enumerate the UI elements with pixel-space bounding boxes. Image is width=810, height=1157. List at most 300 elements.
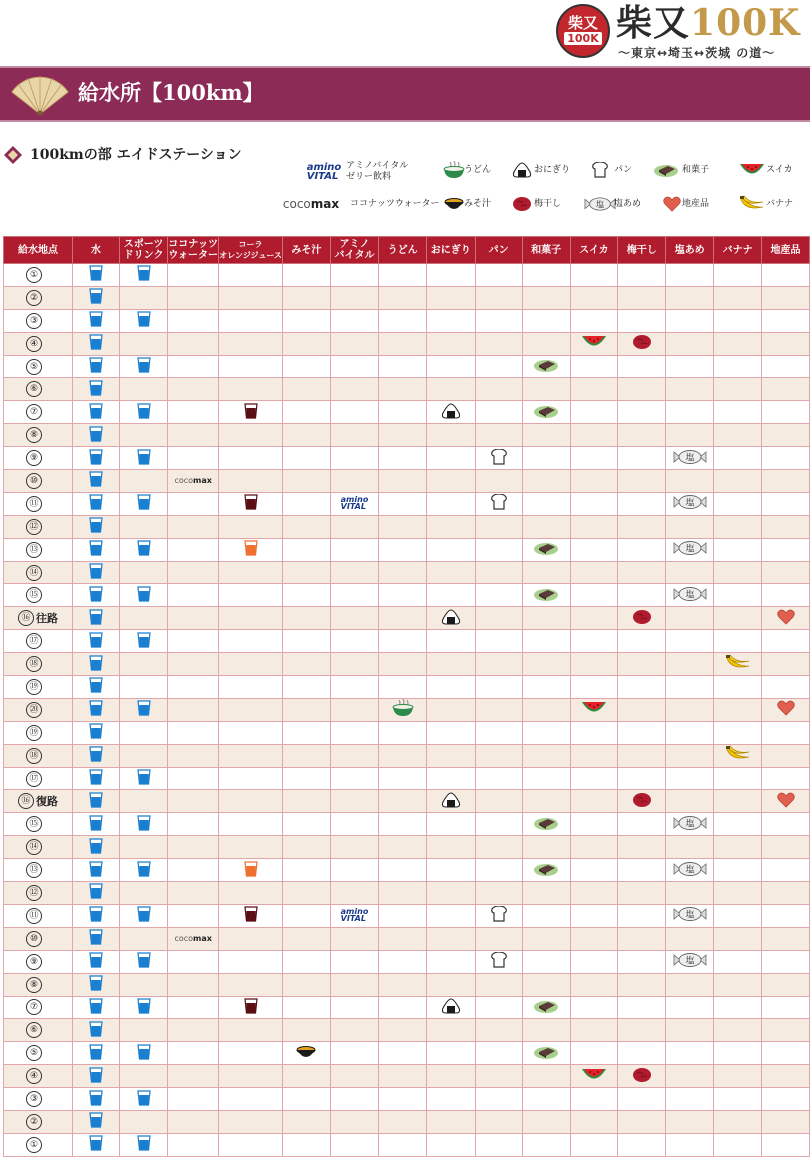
table-cell (570, 1019, 618, 1042)
table-cell (762, 676, 810, 699)
water-cup-icon (89, 655, 103, 674)
table-cell (522, 1088, 570, 1111)
table-cell (666, 561, 714, 584)
table-cell (762, 378, 810, 401)
svg-text:塩: 塩 (595, 199, 605, 210)
table-cell (73, 767, 120, 790)
table-cell (427, 721, 475, 744)
table-cell (379, 744, 427, 767)
station-number: ⑨ (26, 954, 42, 970)
table-cell (475, 264, 522, 287)
sports-drink-cup-icon (137, 861, 151, 880)
table-row (4, 859, 810, 882)
table-row (4, 1042, 810, 1065)
table-cell (522, 996, 570, 1019)
table-cell (522, 286, 570, 309)
table-cell (666, 264, 714, 287)
station-number: ⑫ (26, 519, 42, 535)
logo (556, 2, 806, 62)
table-cell (570, 332, 618, 355)
wagashi-icon (650, 156, 682, 184)
table-cell (73, 676, 120, 699)
salt-candy-icon (673, 494, 707, 513)
legend-pan (584, 156, 644, 184)
station-number: ⑩ (26, 473, 42, 489)
table-cell (119, 424, 167, 447)
table-cell (522, 676, 570, 699)
table-row (4, 927, 810, 950)
table-cell (618, 470, 666, 493)
table-cell (475, 515, 522, 538)
logo-badge (556, 4, 610, 58)
table-cell (330, 424, 378, 447)
table-cell (522, 1019, 570, 1042)
table-cell (282, 264, 330, 287)
station-number: ⑥ (26, 1022, 42, 1038)
table-cell (119, 653, 167, 676)
legend-amino (306, 158, 436, 186)
table-cell (119, 309, 167, 332)
table-cell (168, 698, 219, 721)
table-cell (330, 1133, 378, 1156)
table-cell (330, 790, 378, 813)
station-number: ⑰ (26, 633, 42, 649)
table-cell (522, 790, 570, 813)
table-cell (282, 401, 330, 424)
table-cell (119, 676, 167, 699)
table-cell (168, 1042, 219, 1065)
table-cell (714, 744, 762, 767)
table-cell (168, 744, 219, 767)
water-cup-icon (89, 288, 103, 307)
sports-drink-cup-icon (137, 952, 151, 971)
table-cell (73, 1133, 120, 1156)
water-cup-icon (89, 929, 103, 948)
legend-wagashi-label: 和菓子 (682, 165, 710, 175)
station-point (4, 630, 73, 653)
sports-drink-cup-icon (137, 815, 151, 834)
station-point (4, 286, 73, 309)
table-cell (618, 515, 666, 538)
salt-candy-icon (673, 586, 707, 605)
table-cell (427, 744, 475, 767)
table-cell (762, 264, 810, 287)
table-cell (427, 470, 475, 493)
table-cell (282, 950, 330, 973)
table-cell (475, 378, 522, 401)
svg-text:塩: 塩 (685, 819, 695, 830)
table-cell (219, 1110, 283, 1133)
table-cell (119, 698, 167, 721)
table-cell (330, 1110, 378, 1133)
umeboshi-icon (632, 609, 652, 628)
table-cell (73, 1042, 120, 1065)
table-cell (762, 286, 810, 309)
table-cell (168, 882, 219, 905)
bread-icon (491, 494, 507, 513)
table-cell (119, 927, 167, 950)
table-cell (282, 721, 330, 744)
table-cell (330, 996, 378, 1019)
legend-shioame-label: 塩あめ (614, 199, 642, 209)
table-cell (618, 355, 666, 378)
logo-badge-top: 柴又 (567, 14, 598, 32)
station-point (4, 653, 73, 676)
table-cell (475, 790, 522, 813)
table-cell (475, 584, 522, 607)
table-cell (330, 1088, 378, 1111)
table-cell (330, 538, 378, 561)
table-cell (666, 882, 714, 905)
water-cup-icon (89, 426, 103, 445)
table-cell (219, 630, 283, 653)
table-cell (570, 836, 618, 859)
water-cup-icon (89, 838, 103, 857)
table-cell (522, 264, 570, 287)
table-row (4, 538, 810, 561)
table-cell (379, 584, 427, 607)
table-cell (618, 698, 666, 721)
table-cell (522, 378, 570, 401)
table-cell (73, 264, 120, 287)
sports-drink-cup-icon (137, 769, 151, 788)
salt-candy-icon (673, 952, 707, 971)
table-cell (73, 401, 120, 424)
table-cell (282, 790, 330, 813)
water-cup-icon (89, 1021, 103, 1040)
table-cell (666, 904, 714, 927)
table-cell (379, 424, 427, 447)
table-cell (168, 996, 219, 1019)
table-row (4, 950, 810, 973)
station-number: ⑳ (26, 702, 42, 718)
station-number: ⑬ (26, 862, 42, 878)
table-cell (714, 470, 762, 493)
table-cell (379, 950, 427, 973)
table-cell (762, 1133, 810, 1156)
table-cell (168, 607, 219, 630)
station-number: ⑱ (26, 656, 42, 672)
legend-wagashi (650, 156, 730, 184)
table-cell (73, 1065, 120, 1088)
svg-text:塩: 塩 (685, 910, 695, 921)
table-cell (282, 744, 330, 767)
table-cell (219, 904, 283, 927)
table-cell (282, 424, 330, 447)
sports-drink-cup-icon (137, 632, 151, 651)
table-cell (379, 492, 427, 515)
table-cell (73, 286, 120, 309)
water-cup-icon (89, 403, 103, 422)
column-header: スポーツ ドリンク (119, 237, 167, 264)
table-cell (618, 1065, 666, 1088)
table-cell (282, 584, 330, 607)
amino-brand-top: amino (306, 162, 342, 173)
table-cell (618, 813, 666, 836)
table-cell (168, 950, 219, 973)
heart-icon (777, 609, 795, 628)
table-cell (73, 515, 120, 538)
station-point (4, 744, 73, 767)
table-cell (570, 653, 618, 676)
table-row (4, 1110, 810, 1133)
table-cell (475, 744, 522, 767)
table-cell (666, 653, 714, 676)
table-cell (570, 1110, 618, 1133)
table-cell (379, 264, 427, 287)
water-cup-icon (89, 700, 103, 719)
table-cell (762, 355, 810, 378)
station-point (4, 836, 73, 859)
table-cell (73, 492, 120, 515)
table-row (4, 561, 810, 584)
table-cell (73, 653, 120, 676)
table-cell (219, 813, 283, 836)
umeboshi-icon (632, 1067, 652, 1086)
table-cell (168, 470, 219, 493)
table-cell (73, 470, 120, 493)
table-row (4, 1019, 810, 1042)
table-row (4, 584, 810, 607)
salt-candy-icon (584, 190, 616, 218)
sports-drink-cup-icon (137, 357, 151, 376)
table-cell (666, 721, 714, 744)
table-cell (762, 653, 810, 676)
table-cell (282, 515, 330, 538)
table-cell (168, 1065, 219, 1088)
table-cell (219, 424, 283, 447)
table-cell (762, 309, 810, 332)
table-cell (73, 790, 120, 813)
table-cell (666, 676, 714, 699)
table-cell (168, 332, 219, 355)
table-cell (522, 950, 570, 973)
table-cell (379, 721, 427, 744)
legend-suika (736, 156, 806, 184)
table-cell (168, 790, 219, 813)
sports-drink-cup-icon (137, 540, 151, 559)
legend-suika-label: スイカ (766, 165, 793, 175)
station-point (4, 698, 73, 721)
station-point (4, 721, 73, 744)
table-cell (119, 584, 167, 607)
table-cell (714, 607, 762, 630)
table-cell (282, 767, 330, 790)
onigiri-icon (441, 998, 461, 1017)
table-cell (282, 538, 330, 561)
table-cell (73, 973, 120, 996)
table-cell (379, 1019, 427, 1042)
table-cell (73, 859, 120, 882)
table-cell (714, 1088, 762, 1111)
table-cell (762, 561, 810, 584)
table-cell (762, 790, 810, 813)
table-cell (168, 767, 219, 790)
table-cell (714, 950, 762, 973)
udon-bowl-icon (392, 699, 414, 720)
table-cell (219, 538, 283, 561)
table-cell (522, 767, 570, 790)
water-cup-icon (89, 723, 103, 742)
table-cell (119, 401, 167, 424)
table-cell (330, 767, 378, 790)
table-cell (475, 332, 522, 355)
table-cell (168, 378, 219, 401)
table-cell (666, 332, 714, 355)
station-point (4, 355, 73, 378)
table-cell (330, 1019, 378, 1042)
wagashi-icon (533, 586, 559, 605)
svg-text:塩: 塩 (685, 590, 695, 601)
table-cell (379, 607, 427, 630)
table-cell (475, 927, 522, 950)
legend-udon (438, 156, 498, 184)
station-number: ⑧ (26, 977, 42, 993)
table-cell (282, 470, 330, 493)
table-row (4, 424, 810, 447)
water-cup-icon (89, 769, 103, 788)
table-cell (168, 721, 219, 744)
table-cell (666, 973, 714, 996)
legend-banana-label: バナナ (766, 199, 794, 209)
table-cell (119, 1110, 167, 1133)
cocomax-logo: cocomax (174, 476, 212, 486)
table-cell (666, 355, 714, 378)
water-cup-icon (89, 952, 103, 971)
table-cell (570, 378, 618, 401)
water-cup-icon (89, 265, 103, 284)
salt-candy-icon (673, 861, 707, 880)
table-cell (714, 676, 762, 699)
water-cup-icon (89, 334, 103, 353)
table-cell (475, 1133, 522, 1156)
table-cell (475, 904, 522, 927)
table-cell (219, 882, 283, 905)
table-cell (119, 515, 167, 538)
station-number: ③ (26, 1091, 42, 1107)
table-cell (714, 996, 762, 1019)
table-cell (282, 1088, 330, 1111)
table-cell (168, 584, 219, 607)
amino-vital-logo: amino VITAL (340, 494, 369, 511)
table-cell (762, 332, 810, 355)
table-cell (762, 584, 810, 607)
table-cell (522, 813, 570, 836)
table-cell (168, 630, 219, 653)
table-cell (168, 676, 219, 699)
table-cell (282, 1065, 330, 1088)
table-cell (714, 447, 762, 470)
table-cell (119, 630, 167, 653)
station-point (4, 538, 73, 561)
table-cell (219, 1019, 283, 1042)
station-number: ⑪ (26, 908, 42, 924)
legend-amino-label: アミノバイタル ゼリー飲料 (346, 161, 409, 182)
table-cell (475, 286, 522, 309)
table-row (4, 332, 810, 355)
table-cell (475, 492, 522, 515)
station-number: ① (26, 267, 42, 283)
amino-vital-logo: amino VITAL (340, 906, 369, 923)
station-number: ⑮ (26, 816, 42, 832)
table-row (4, 401, 810, 424)
table-cell (282, 1133, 330, 1156)
table-cell (330, 698, 378, 721)
table-cell (282, 859, 330, 882)
table-cell (330, 607, 378, 630)
table-cell (666, 584, 714, 607)
table-cell (714, 309, 762, 332)
table-cell (219, 332, 283, 355)
orange-juice-cup-icon (244, 861, 258, 880)
table-cell (379, 882, 427, 905)
table-cell (330, 264, 378, 287)
water-cup-icon (89, 815, 103, 834)
table-cell (762, 630, 810, 653)
table-row (4, 1065, 810, 1088)
table-cell (168, 492, 219, 515)
table-cell (219, 698, 283, 721)
table-cell (282, 1019, 330, 1042)
station-point (4, 882, 73, 905)
table-cell (570, 882, 618, 905)
table-cell (666, 1133, 714, 1156)
table-cell (762, 813, 810, 836)
legend-onigiri-label: おにぎり (534, 165, 571, 175)
table-cell (714, 401, 762, 424)
station-point (4, 1019, 73, 1042)
table-cell (618, 286, 666, 309)
table-cell (119, 1065, 167, 1088)
water-cup-icon (89, 494, 103, 513)
table-cell (666, 286, 714, 309)
table-cell (427, 950, 475, 973)
table-cell (73, 584, 120, 607)
onigiri-icon (441, 609, 461, 628)
station-number: ⑰ (26, 771, 42, 787)
table-cell (762, 607, 810, 630)
table-cell (330, 378, 378, 401)
station-point (4, 1065, 73, 1088)
table-cell (73, 538, 120, 561)
station-number: ⑩ (26, 931, 42, 947)
table-cell (119, 1042, 167, 1065)
table-cell (119, 332, 167, 355)
table-cell (330, 676, 378, 699)
table-cell (427, 1065, 475, 1088)
table-cell (330, 309, 378, 332)
table-cell (714, 630, 762, 653)
table-cell (379, 1042, 427, 1065)
table-cell (618, 904, 666, 927)
onigiri-icon (441, 792, 461, 811)
table-cell (73, 950, 120, 973)
table-cell (666, 470, 714, 493)
table-cell (618, 653, 666, 676)
table-cell (666, 698, 714, 721)
water-cup-icon (89, 1112, 103, 1131)
table-cell (714, 515, 762, 538)
table-cell (570, 927, 618, 950)
table-cell (618, 927, 666, 950)
water-cup-icon (89, 792, 103, 811)
table-cell (475, 607, 522, 630)
table-cell (119, 882, 167, 905)
column-header: コーラ オレンジジュース (219, 237, 283, 264)
table-cell (618, 401, 666, 424)
table-cell (522, 698, 570, 721)
table-cell (330, 584, 378, 607)
